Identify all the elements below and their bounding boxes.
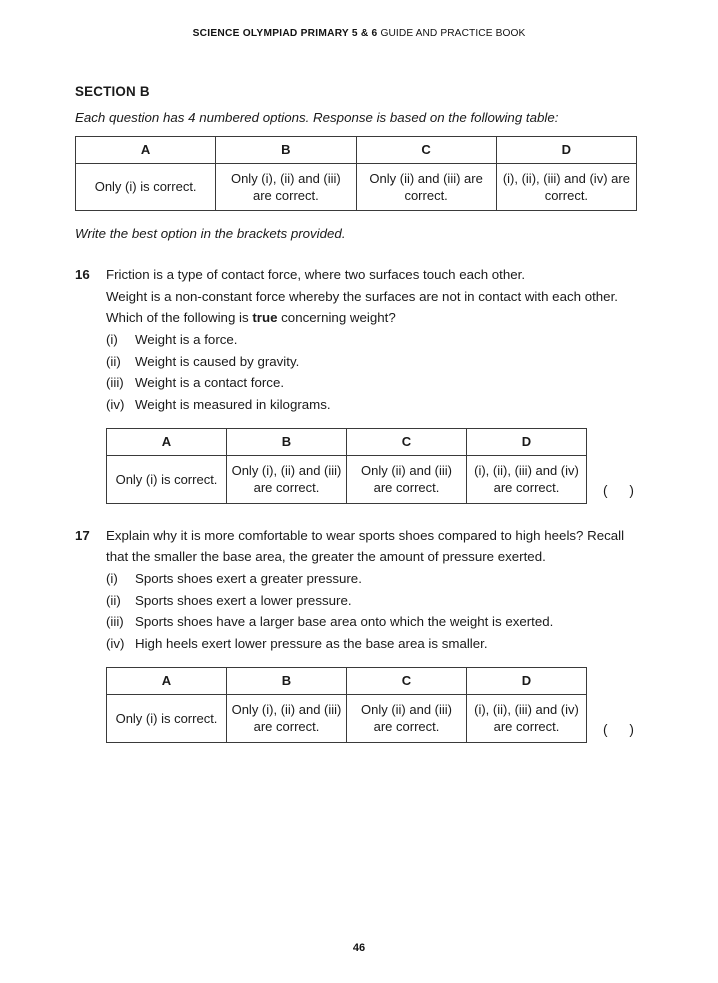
list-item	[106, 633, 637, 655]
option-cell-c: Only (ii) and (iii) are correct.	[347, 455, 467, 503]
column-header-b: B	[227, 667, 347, 694]
question-16-stem-line-2: Weight is a non-constant force whereby the surfaces are not in contact with each other.	[106, 288, 618, 304]
column-header-a: A	[107, 428, 227, 455]
column-header-a: A	[76, 137, 216, 164]
column-header-b: B	[216, 137, 356, 164]
question-17-answer-brackets[interactable]: ( )	[603, 721, 635, 737]
list-item	[106, 590, 637, 612]
option-cell-c: Only (ii) and (iii) are correct.	[356, 164, 496, 211]
question-16-stem-pre: Which of the following is	[106, 310, 253, 326]
option-marker: (iii)	[106, 614, 124, 630]
question-16-stem-emphasis: true	[252, 310, 278, 326]
table-row	[107, 455, 587, 503]
section-title: SECTION B	[75, 84, 150, 99]
option-marker: (iii)	[106, 375, 124, 391]
question-16-answer-row	[106, 428, 637, 504]
option-cell-d: (i), (ii), (iii) and (iv) are correct.	[467, 455, 587, 503]
running-header-title-bold: SCIENCE OLYMPIAD PRIMARY 5 & 6	[192, 28, 378, 39]
column-header-d: D	[467, 428, 587, 455]
option-marker: (ii)	[106, 353, 121, 369]
question-17-answer-table	[106, 667, 587, 743]
option-marker: (iv)	[106, 636, 125, 652]
option-cell-d: (i), (ii), (iii) and (iv) are correct.	[467, 694, 587, 742]
table-row	[76, 164, 637, 211]
option-text: Weight is a force.	[135, 331, 238, 347]
table-header-row	[107, 428, 587, 455]
question-17-options	[106, 568, 637, 655]
question-17-answer-row	[106, 667, 637, 743]
list-item	[106, 394, 637, 416]
table-row	[107, 694, 587, 742]
question-16-answer-brackets[interactable]: ( )	[603, 482, 635, 498]
question-16-number: 16	[75, 266, 90, 282]
column-header-d: D	[467, 667, 587, 694]
option-cell-d: (i), (ii), (iii) and (iv) are correct.	[496, 164, 636, 211]
option-text: Weight is a contact force.	[135, 375, 285, 391]
question-17-number: 17	[75, 527, 90, 543]
list-item	[106, 611, 637, 633]
list-item	[106, 372, 637, 394]
table-header-row	[76, 137, 637, 164]
option-cell-b: Only (i), (ii) and (iii) are correct.	[216, 164, 356, 211]
option-marker: (i)	[106, 331, 118, 347]
page-number: 46	[352, 942, 366, 954]
list-item	[106, 351, 637, 373]
page-content	[75, 84, 637, 743]
reference-options-table	[75, 136, 637, 211]
question-16-answer-table	[106, 428, 587, 504]
list-item	[106, 329, 637, 351]
option-cell-b: Only (i), (ii) and (iii) are correct.	[227, 694, 347, 742]
option-text: High heels exert lower pressure as the base area is smaller.	[135, 636, 488, 652]
column-header-a: A	[107, 667, 227, 694]
option-text: Sports shoes exert a greater pressure.	[135, 571, 362, 586]
question-17-stem: Explain why it is more comfortable to wear sports shoes compared to high heels? Recall that the smaller the base area, the greater the amount of pressure exerted.	[106, 527, 625, 565]
question-17	[75, 525, 637, 655]
column-header-b: B	[227, 428, 347, 455]
option-cell-b: Only (i), (ii) and (iii) are correct.	[227, 455, 347, 503]
option-text: Sports shoes have a larger base area onto which the weight is exerted.	[135, 614, 554, 630]
option-marker: (ii)	[106, 592, 121, 608]
option-cell-a: Only (i) is correct.	[107, 455, 227, 503]
running-header-title-light: GUIDE AND PRACTICE BOOK	[380, 28, 526, 39]
running-header	[0, 28, 718, 39]
option-text: Weight is measured in kilograms.	[135, 396, 331, 412]
section-instruction-primary: Each question has 4 numbered options. Response is based on the following table:	[75, 110, 559, 126]
section-instruction-secondary: Write the best option in the brackets provided.	[75, 226, 346, 242]
option-text: Weight is caused by gravity.	[135, 353, 300, 369]
question-16-options	[106, 329, 637, 416]
option-cell-a: Only (i) is correct.	[107, 694, 227, 742]
option-cell-a: Only (i) is correct.	[76, 164, 216, 211]
list-item	[106, 568, 637, 590]
column-header-c: C	[347, 428, 467, 455]
column-header-c: C	[347, 667, 467, 694]
question-16-stem-line-3	[106, 307, 637, 329]
column-header-c: C	[356, 137, 496, 164]
table-header-row	[107, 667, 587, 694]
question-16-stem-line-1: Friction is a type of contact force, where two surfaces touch each other.	[106, 266, 526, 282]
question-16	[75, 264, 637, 416]
question-16-stem-post: concerning weight?	[277, 310, 396, 326]
option-marker: (i)	[106, 571, 118, 586]
column-header-d: D	[496, 137, 636, 164]
option-cell-c: Only (ii) and (iii) are correct.	[347, 694, 467, 742]
option-text: Sports shoes exert a lower pressure.	[135, 592, 352, 608]
option-marker: (iv)	[106, 396, 125, 412]
